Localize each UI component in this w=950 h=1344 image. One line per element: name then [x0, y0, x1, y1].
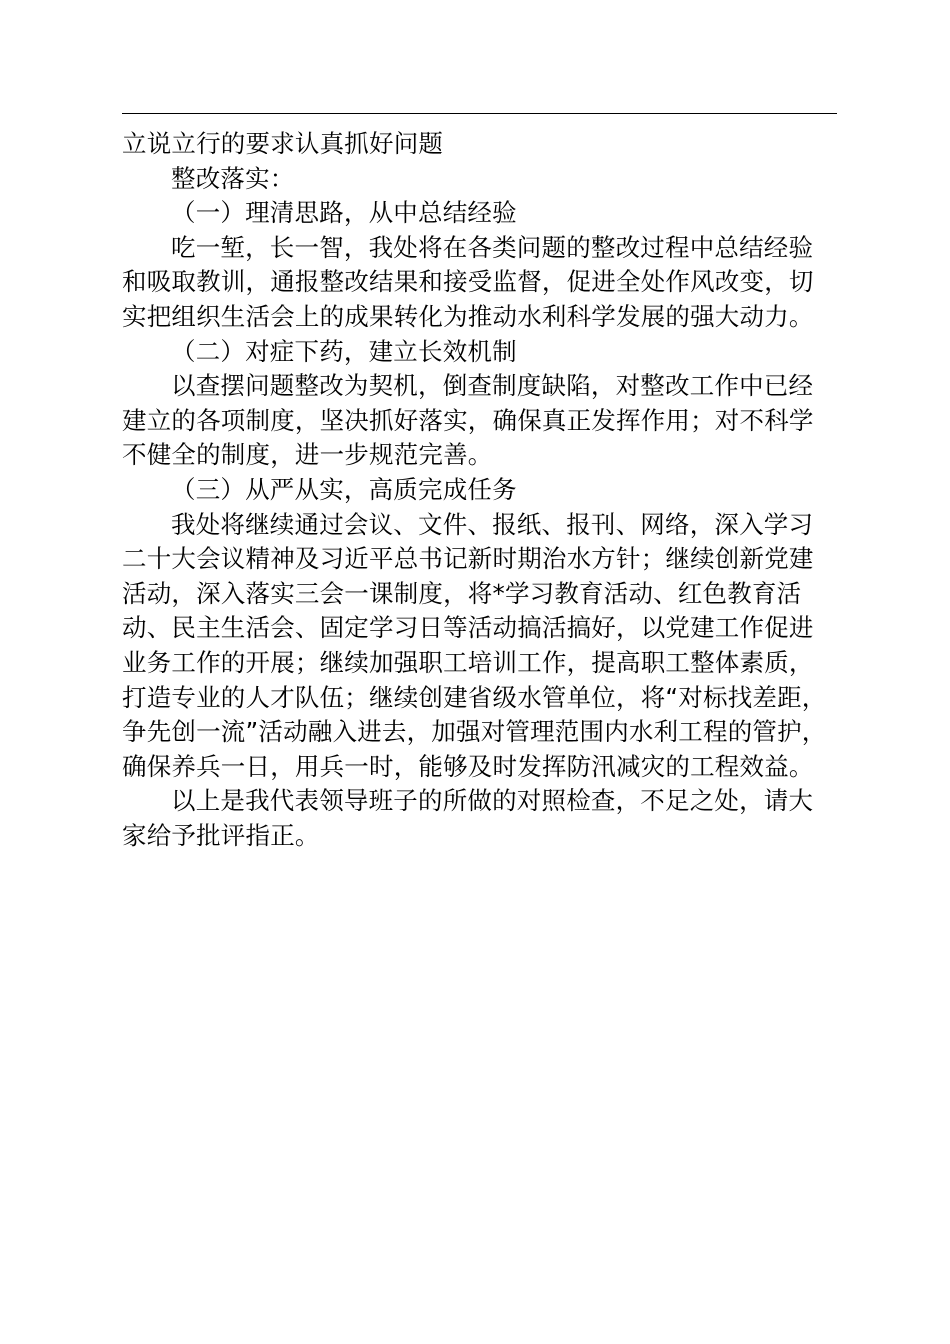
- text-line: 我处将继续通过会议、文件、报纸、报刊、网络，深入学习: [171, 509, 814, 539]
- section-heading-2: （二）对症下药，建立长效机制: [171, 336, 517, 366]
- text-line: 争先创一流”活动融入进去，加强对管理范围内水利工程的管护，: [122, 717, 827, 747]
- text-line: 和吸取教训，通报整改结果和接受监督，促进全处作风改变，切: [122, 267, 814, 297]
- header-rule: [122, 113, 837, 114]
- text-line: 业务工作的开展；继续加强职工培训工作，提高职工整体素质，: [122, 647, 814, 677]
- text-line: 实把组织生活会上的成果转化为推动水利科学发展的强大动力。: [122, 301, 814, 331]
- text-line: 以上是我代表领导班子的所做的对照检查，不足之处，请大: [171, 786, 814, 816]
- text-line: 动、民主生活会、固定学习日等活动搞活搞好，以党建工作促进: [122, 613, 814, 643]
- text-line: 立说立行的要求认真抓好问题: [122, 129, 444, 158]
- text-line: 打造专业的人才队伍；继续创建省级水管单位，将“对标找差距，: [122, 682, 827, 712]
- section-heading-3: （三）从严从实，高质完成任务: [171, 474, 517, 504]
- text-line: 吃一堑，长一智，我处将在各类问题的整改过程中总结经验: [171, 232, 814, 262]
- text-line: 整改落实：: [171, 163, 295, 193]
- text-line: 二十大会议精神及习近平总书记新时期治水方针；继续创新党建: [122, 544, 814, 574]
- section-heading-1: （一）理清思路，从中总结经验: [171, 198, 517, 228]
- text-line: 建立的各项制度，坚决抓好落实，确保真正发挥作用；对不科学: [122, 405, 814, 435]
- text-line: 以查摆问题整改为契机，倒查制度缺陷，对整改工作中已经: [171, 371, 814, 401]
- text-line: 不健全的制度，进一步规范完善。: [122, 440, 493, 470]
- text-line: 活动，深入落实三会一课制度，将*学习教育活动、红色教育活: [122, 578, 802, 608]
- text-line: 确保养兵一日，用兵一时，能够及时发挥防汛减灾的工程效益。: [122, 751, 814, 781]
- text-line: 家给予批评指正。: [122, 820, 320, 850]
- document-body: [122, 127, 862, 853]
